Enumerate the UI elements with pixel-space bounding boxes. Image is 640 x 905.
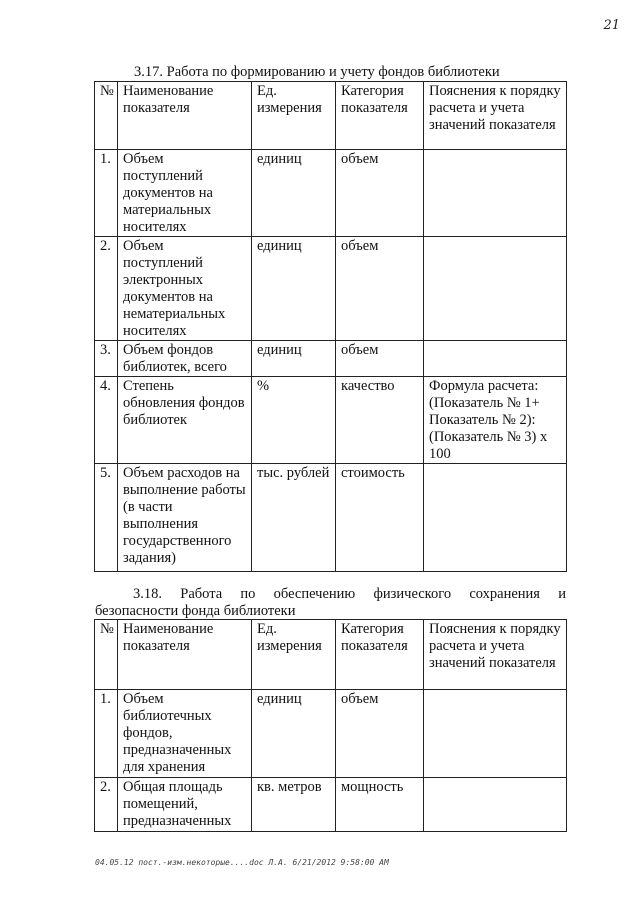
row-num: 2. — [95, 237, 118, 341]
section-title-3-17: 3.17. Работа по формированию и учету фондов библиотеки — [134, 64, 500, 80]
table-row — [95, 778, 567, 832]
row-num: 1. — [95, 150, 118, 237]
row-category: объем — [336, 690, 424, 778]
header-num: № — [95, 620, 118, 690]
indicators-table-3-18 — [94, 619, 567, 832]
row-notes — [424, 237, 567, 341]
table-header-row — [95, 82, 567, 150]
table-row — [95, 237, 567, 341]
row-num: 5. — [95, 464, 118, 572]
row-category: объем — [336, 150, 424, 237]
row-category: объем — [336, 237, 424, 341]
row-num: 3. — [95, 341, 118, 377]
row-notes — [424, 464, 567, 572]
header-name: Наименование показателя — [118, 82, 252, 150]
header-notes: Пояснения к порядку расчета и учета значений показателя — [424, 82, 567, 150]
row-unit: кв. метров — [252, 778, 336, 832]
row-unit: единиц — [252, 341, 336, 377]
row-unit: единиц — [252, 690, 336, 778]
row-num: 1. — [95, 690, 118, 778]
row-name: Объем фондов библиотек, всего — [118, 341, 252, 377]
header-category: Категория показателя — [336, 82, 424, 150]
row-name: Объем поступлений документов на материальных носителях — [118, 150, 252, 237]
table-row — [95, 341, 567, 377]
table-row — [95, 377, 567, 464]
table-row — [95, 690, 567, 778]
header-notes: Пояснения к порядку расчета и учета значений показателя — [424, 620, 567, 690]
row-name: Объем расходов на выполнение работы (в части выполнения государственного задания) — [118, 464, 252, 572]
row-notes — [424, 341, 567, 377]
table-row — [95, 464, 567, 572]
row-category: качество — [336, 377, 424, 464]
page-number: 21 — [603, 18, 620, 33]
header-category: Категория показателя — [336, 620, 424, 690]
row-notes — [424, 778, 567, 832]
row-notes — [424, 150, 567, 237]
document-footer: 04.05.12 пост.-изм.некоторые....doc Л.А. 6/21/2012 9:58:00 AM — [95, 858, 389, 867]
table-header-row — [95, 620, 567, 690]
row-num: 4. — [95, 377, 118, 464]
row-name: Объем поступлений электронных документов на нематериальных носителях — [118, 237, 252, 341]
row-name: Степень обновления фондов библиотек — [118, 377, 252, 464]
row-unit: единиц — [252, 237, 336, 341]
header-name: Наименование показателя — [118, 620, 252, 690]
row-name: Объем библиотечных фондов, предназначенных для хранения — [118, 690, 252, 778]
row-category: стоимость — [336, 464, 424, 572]
row-notes — [424, 690, 567, 778]
section-title-3-18 — [95, 586, 566, 620]
header-num: № — [95, 82, 118, 150]
row-name: Общая площадь помещений, предназначенных — [118, 778, 252, 832]
row-category: объем — [336, 341, 424, 377]
row-unit: единиц — [252, 150, 336, 237]
row-num: 2. — [95, 778, 118, 832]
table-row — [95, 150, 567, 237]
header-unit: Ед. измерения — [252, 620, 336, 690]
section-title-3-18-line1: 3.18. Работа по обеспечению физического сохранения и — [133, 586, 566, 602]
row-unit: % — [252, 377, 336, 464]
row-notes: Формула расчета: (Показатель № 1+ Показатель № 2): (Показатель № 3) х 100 — [424, 377, 567, 464]
row-category: мощность — [336, 778, 424, 832]
header-unit: Ед. измерения — [252, 82, 336, 150]
section-title-3-18-line2: безопасности фонда библиотеки — [95, 603, 296, 619]
indicators-table-3-17 — [94, 81, 567, 572]
row-unit: тыс. рублей — [252, 464, 336, 572]
